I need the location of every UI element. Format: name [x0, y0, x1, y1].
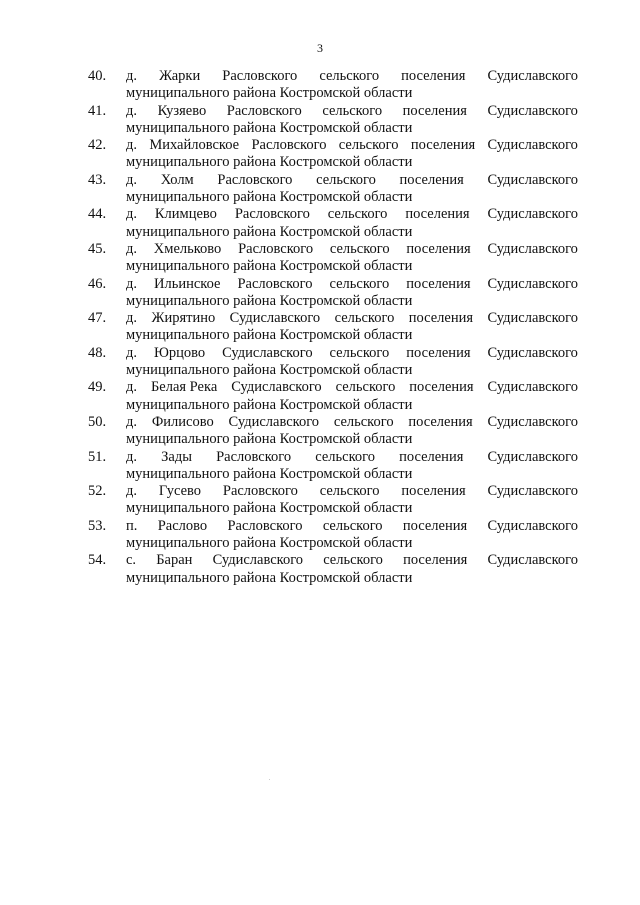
item-number: 53.: [88, 517, 107, 534]
item-second-line: муниципального района Костромской области: [126, 327, 413, 344]
item-word: Расловского: [251, 137, 327, 154]
item-word: Расловского: [217, 171, 293, 188]
item-first-line: [126, 345, 578, 362]
item-number: 49.: [88, 379, 107, 396]
item-number: 51.: [88, 448, 107, 465]
item-number: 45.: [88, 240, 107, 257]
item-word: Судиславского: [487, 413, 578, 430]
item-word: Судиславского: [487, 552, 578, 569]
item-second-line: муниципального района Костромской области: [126, 569, 413, 586]
list-item: [88, 103, 578, 138]
item-word: Судиславского: [487, 517, 578, 534]
item-word: Михайловское: [149, 137, 240, 154]
item-word: д.: [126, 102, 138, 119]
item-word: поселения: [410, 137, 476, 154]
item-number: 40.: [88, 68, 107, 84]
list-item: [88, 552, 578, 587]
item-word: д.: [126, 275, 138, 292]
item-word: поселения: [406, 240, 471, 257]
item-word: Судиславского: [487, 68, 578, 84]
item-second-line: муниципального района Костромской области: [126, 431, 413, 448]
item-word: Судиславского: [487, 310, 578, 327]
list-item: [88, 241, 578, 276]
item-word: д.: [126, 448, 138, 465]
item-word: п.: [126, 517, 138, 534]
item-number: 46.: [88, 275, 107, 292]
item-word: поселения: [401, 483, 466, 500]
item-second-line: муниципального района Костромской области: [126, 119, 413, 136]
item-second-line: муниципального района Костромской области: [126, 154, 413, 171]
item-word: Расловского: [222, 483, 298, 500]
item-word: Климцево: [154, 206, 217, 223]
item-word: поселения: [408, 310, 474, 327]
item-word: поселения: [406, 344, 471, 361]
list-item: [88, 379, 578, 414]
item-word: д.: [126, 137, 138, 154]
item-word: сельского: [319, 68, 380, 84]
item-word: сельского: [338, 137, 399, 154]
item-word: Судиславского: [487, 206, 578, 223]
item-word: Белая Река: [150, 379, 218, 396]
list-item: [88, 276, 578, 311]
item-word: Расловского: [227, 517, 303, 534]
item-word: сельского: [316, 171, 376, 188]
item-word: д.: [126, 344, 138, 361]
item-word: сельского: [329, 344, 390, 361]
item-word: Расловского: [222, 68, 298, 84]
list-item: [88, 345, 578, 380]
item-number: 43.: [88, 171, 107, 188]
list-item: [88, 518, 578, 553]
list-item: [88, 137, 578, 172]
item-word: поселения: [402, 517, 468, 534]
item-word: сельского: [333, 413, 394, 430]
item-first-line: [126, 483, 578, 500]
item-word: д.: [126, 483, 138, 500]
item-second-line: муниципального района Костромской области: [126, 535, 413, 552]
list-item: [88, 206, 578, 241]
item-first-line: [126, 414, 578, 431]
item-word: сельского: [322, 102, 383, 119]
item-word: поселения: [399, 448, 464, 465]
item-word: Судиславского: [487, 275, 578, 292]
item-word: д.: [126, 206, 138, 223]
item-word: Расловского: [234, 206, 310, 223]
item-second-line: муниципального района Костромской области: [126, 396, 413, 413]
item-number: 47.: [88, 310, 107, 327]
item-word: поселения: [403, 552, 468, 569]
item-word: Судиславского: [212, 552, 304, 569]
item-word: сельского: [329, 275, 390, 292]
item-first-line: [126, 552, 578, 569]
item-word: Расловского: [226, 102, 302, 119]
list-item: [88, 414, 578, 449]
item-word: Расловского: [237, 275, 313, 292]
list-item: [88, 483, 578, 518]
item-number: 54.: [88, 552, 107, 569]
item-word: Гусево: [158, 483, 202, 500]
item-number: 41.: [88, 102, 107, 119]
item-first-line: [126, 137, 578, 154]
item-word: Судиславского: [222, 344, 313, 361]
item-word: сельского: [323, 552, 383, 569]
item-word: Судиславского: [487, 483, 578, 500]
item-first-line: [126, 379, 578, 396]
item-word: Зады: [161, 448, 192, 465]
item-first-line: [126, 518, 578, 535]
item-word: Баран: [156, 552, 193, 569]
item-word: Судиславского: [231, 379, 322, 396]
item-word: д.: [126, 310, 138, 327]
item-second-line: муниципального района Костромской области: [126, 292, 413, 309]
item-word: поселения: [399, 171, 464, 188]
item-word: сельского: [322, 517, 383, 534]
item-word: д.: [126, 171, 138, 188]
item-word: сельского: [327, 206, 388, 223]
list-item: [88, 449, 578, 484]
item-word: д.: [126, 240, 138, 257]
page-number: 3: [317, 41, 323, 55]
item-word: сельского: [319, 483, 380, 500]
item-first-line: [126, 172, 578, 189]
item-word: д.: [126, 413, 138, 430]
item-word: Расловского: [238, 240, 314, 257]
list-item: [88, 68, 578, 103]
item-word: сельского: [315, 448, 375, 465]
item-word: Расловского: [216, 448, 292, 465]
item-word: поселения: [405, 206, 470, 223]
entry-list: [88, 68, 578, 587]
item-word: поселения: [408, 413, 473, 430]
item-word: Юрцово: [153, 344, 206, 361]
item-first-line: [126, 276, 578, 293]
item-word: Судиславского: [228, 413, 320, 430]
item-word: поселения: [402, 102, 467, 119]
item-word: Кузяево: [157, 102, 207, 119]
item-word: сельского: [329, 240, 390, 257]
item-word: с.: [126, 552, 137, 569]
item-word: д.: [126, 379, 138, 396]
item-word: Судиславского: [487, 137, 578, 154]
item-first-line: [126, 68, 578, 85]
item-first-line: [126, 449, 578, 466]
item-second-line: муниципального района Костромской области: [126, 465, 413, 482]
item-word: д.: [126, 68, 138, 84]
item-first-line: [126, 310, 578, 327]
item-word: сельского: [335, 379, 396, 396]
item-number: 50.: [88, 413, 107, 430]
item-word: поселения: [406, 275, 471, 292]
item-first-line: [126, 206, 578, 223]
item-word: Судиславского: [487, 344, 578, 361]
item-word: Судиславского: [487, 379, 578, 396]
list-item: [88, 172, 578, 207]
item-second-line: муниципального района Костромской области: [126, 85, 413, 102]
item-first-line: [126, 241, 578, 258]
item-word: Раслово: [157, 517, 208, 534]
item-word: Судиславского: [487, 448, 578, 465]
item-word: Ильинское: [154, 275, 221, 292]
item-word: Холм: [160, 171, 194, 188]
item-second-line: муниципального района Костромской области: [126, 362, 413, 379]
item-word: Судиславского: [487, 240, 578, 257]
item-number: 44.: [88, 206, 107, 223]
item-second-line: муниципального района Костромской области: [126, 223, 413, 240]
item-word: сельского: [334, 310, 395, 327]
scan-speck: [269, 779, 270, 780]
item-word: Жирятино: [151, 310, 216, 327]
item-first-line: [126, 103, 578, 120]
item-word: Жарки: [159, 68, 201, 84]
item-number: 48.: [88, 344, 107, 361]
item-second-line: муниципального района Костромской области: [126, 258, 413, 275]
item-number: 42.: [88, 137, 107, 154]
item-word: Хмельково: [153, 240, 222, 257]
item-word: Судиславского: [487, 171, 578, 188]
list-item: [88, 310, 578, 345]
item-word: поселения: [401, 68, 466, 84]
item-word: поселения: [409, 379, 474, 396]
item-second-line: муниципального района Костромской области: [126, 189, 413, 206]
item-word: Судиславского: [487, 102, 578, 119]
item-number: 52.: [88, 483, 107, 500]
item-word: Судиславского: [229, 310, 321, 327]
item-second-line: муниципального района Костромской области: [126, 500, 413, 517]
item-word: Филисово: [151, 413, 214, 430]
